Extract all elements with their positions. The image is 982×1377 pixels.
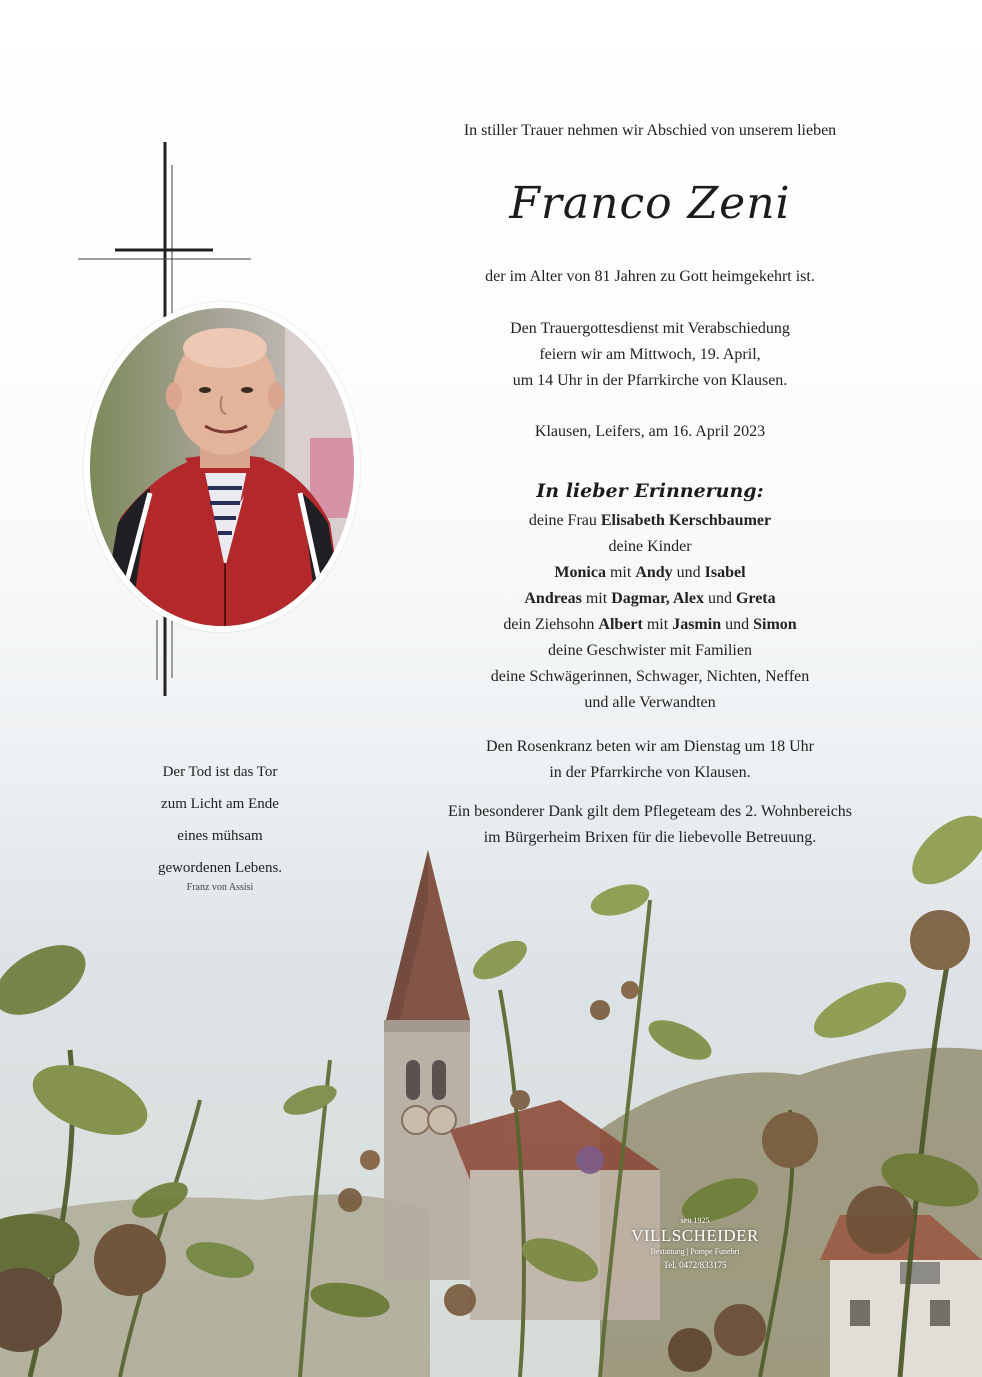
foster-prefix: dein Ziehsohn (503, 616, 599, 633)
rosary-line: Den Rosenkranz beten wir am Dienstag um 18 Uhr (486, 738, 814, 755)
thanks-line: im Bürgerheim Brixen für die liebevolle Betreuung. (483, 829, 817, 846)
service-line: Den Trauergottesdienst mit Verabschiedung (510, 320, 790, 337)
family-child-2 (400, 586, 900, 612)
wife-name: Elisabeth Kerschbaumer (600, 512, 772, 529)
portrait-illustration (90, 308, 354, 626)
grandchild-name: Simon (753, 616, 797, 633)
family-siblings: deine Geschwister mit Familien (548, 642, 752, 659)
portrait-photo (90, 308, 354, 626)
place-date: Klausen, Leifers, am 16. April 2023 (534, 423, 766, 440)
foster-name: Albert (598, 616, 643, 633)
rosary-info (400, 734, 900, 786)
family-wife (400, 508, 900, 534)
children-label: deine Kinder (608, 538, 692, 555)
service-line: um 14 Uhr in der Pfarrkirche von Klausen. (512, 372, 788, 389)
family-list (400, 508, 900, 716)
family-child-1 (400, 560, 900, 586)
quote-line: eines mühsam (177, 828, 263, 844)
memory-heading: In lieber Erinnerung: (536, 480, 764, 502)
logo-subtitle: Bestattung | Pompe Funebri (650, 1247, 740, 1256)
child-name: Andreas (524, 590, 582, 607)
family-foster-son (400, 612, 900, 638)
quote (120, 756, 320, 884)
connector: mit (581, 590, 612, 607)
thanks-text (400, 799, 900, 851)
connector: mit (605, 564, 636, 581)
thanks-line: Ein besonderer Dank gilt dem Pflegeteam des 2. Wohnbereichs (447, 803, 853, 820)
quote-line: zum Licht am Ende (161, 796, 279, 812)
connector: mit (642, 616, 673, 633)
grandchild-name: Greta (735, 590, 776, 607)
family-in-laws: deine Schwägerinnen, Schwager, Nichten, Neffen (490, 668, 810, 685)
logo-name: VILLSCHEIDER (631, 1226, 759, 1245)
wife-prefix: deine Frau (528, 512, 601, 529)
rosary-line: in der Pfarrkirche von Klausen. (549, 764, 751, 781)
quote-line: gewordenen Lebens. (157, 860, 283, 876)
partner-name: Dagmar, Alex (611, 590, 704, 607)
quote-line: Der Tod ist das Tor (162, 764, 278, 780)
logo-phone: Tel. 0472/833175 (663, 1260, 727, 1270)
deceased-name: Franco Zeni (509, 178, 791, 229)
logo-since: seit 1925 (680, 1216, 710, 1225)
quote-author: Franz von Assisi (186, 882, 254, 893)
child-name: Monica (554, 564, 606, 581)
grandchild-name: Isabel (704, 564, 746, 581)
funeral-home-logo (600, 1216, 790, 1272)
partner-name: Andy (635, 564, 673, 581)
service-line: feiern wir am Mittwoch, 19. April, (539, 346, 761, 363)
intro-text: In stiller Trauer nehmen wir Abschied von unserem lieben (463, 122, 837, 139)
service-info (400, 316, 900, 394)
partner-name: Jasmin (672, 616, 722, 633)
connector: und (721, 616, 754, 633)
family-relatives: und alle Verwandten (584, 694, 716, 711)
connector: und (703, 590, 736, 607)
connector: und (672, 564, 705, 581)
age-text: der im Alter von 81 Jahren zu Gott heimgekehrt ist. (485, 268, 815, 285)
